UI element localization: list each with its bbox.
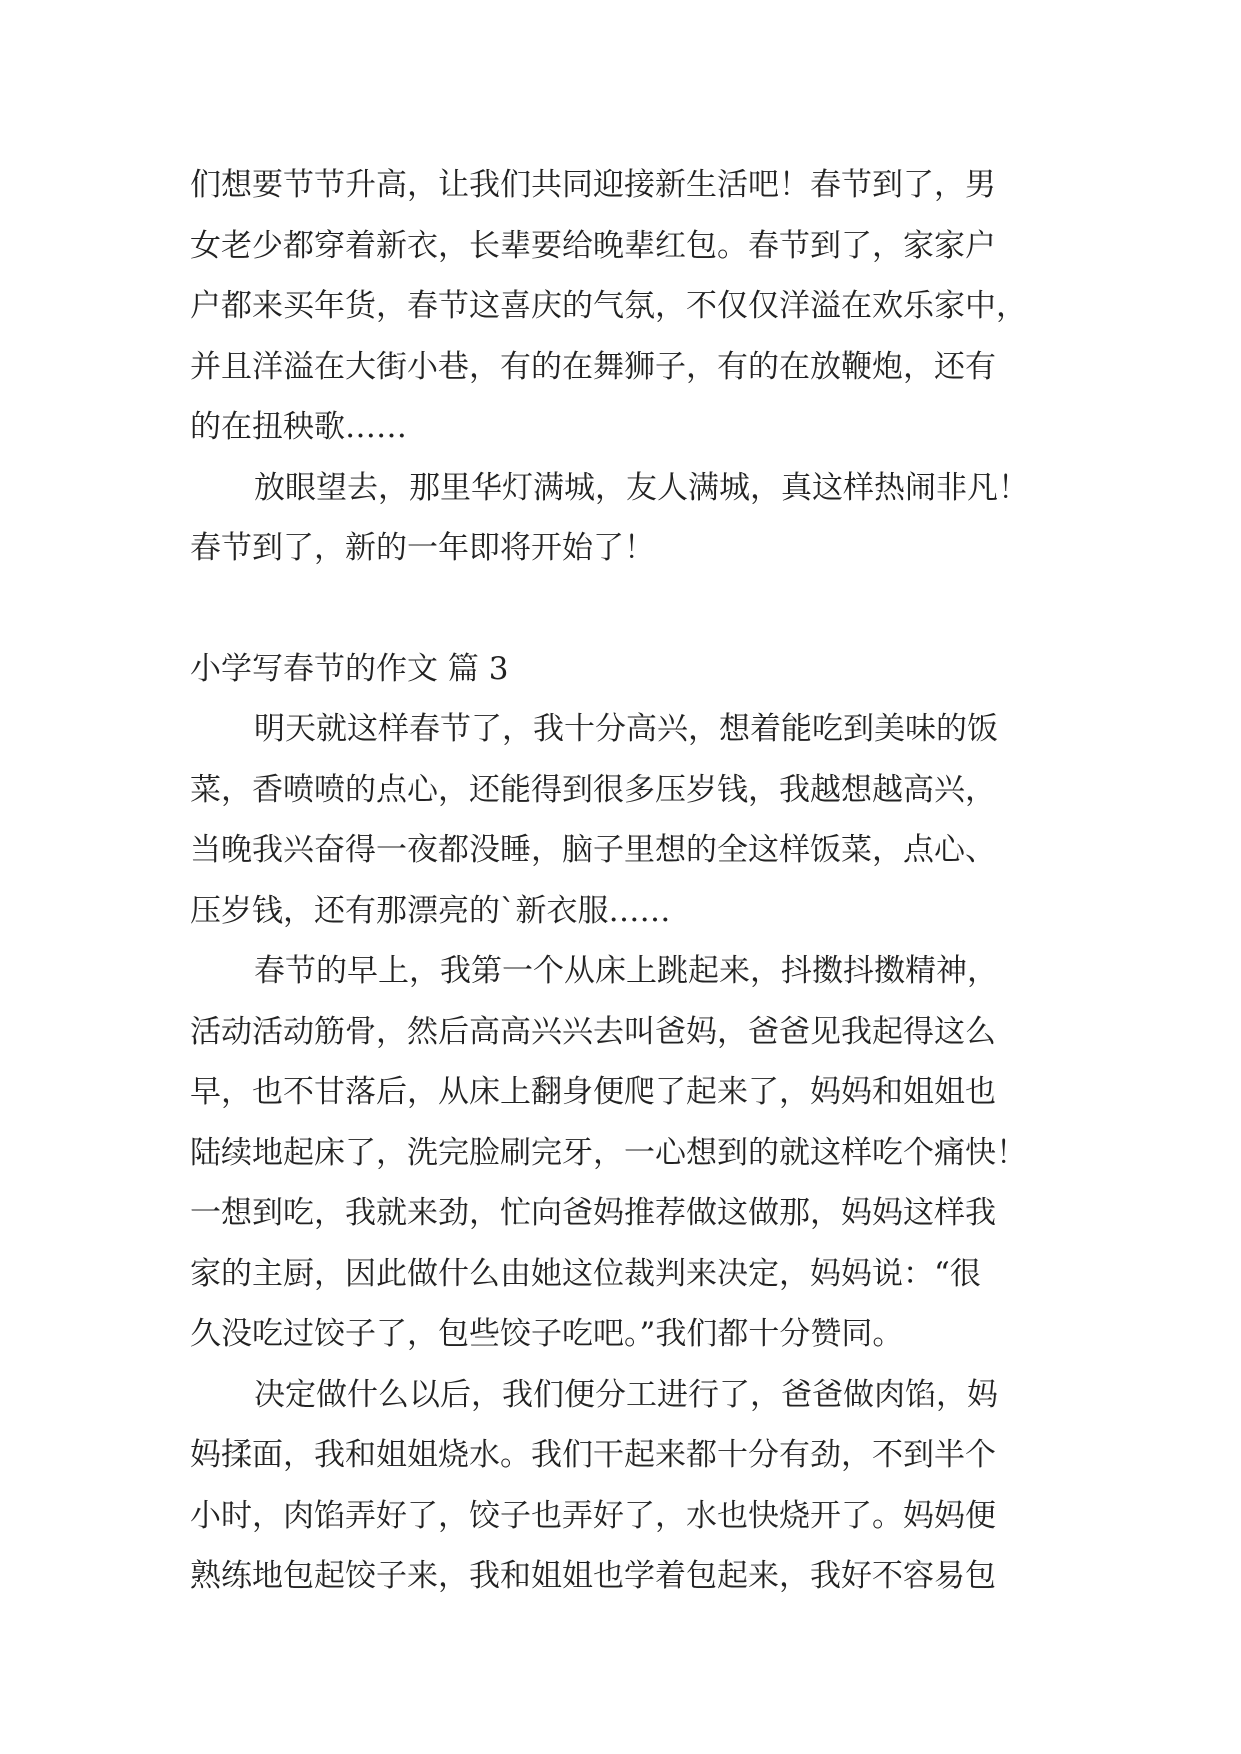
text-line: 妈揉面，我和姐姐烧水。我们干起来都十分有劲，不到半个 [190, 1437, 996, 1473]
text-line: 户都来买年货，春节这喜庆的气氛，不仅仅洋溢在欢乐家中， [190, 288, 1027, 324]
text-line: 并且洋溢在大街小巷，有的在舞狮子，有的在放鞭炮，还有 [190, 348, 996, 385]
text-line: 放眼望去，那里华灯满城，友人满城，真这样热闹非凡！ [254, 469, 1029, 506]
text-line: 家的主厨，因此做什么由她这位裁判来决定，妈妈说：“很 [190, 1255, 981, 1292]
text-line: 早，也不甘落后，从床上翻身便爬了起来了，妈妈和姐姐也 [190, 1074, 996, 1110]
text-line: 的在扭秧歌…… [190, 409, 407, 445]
text-line: 明天就这样春节了，我十分高兴，想着能吃到美味的饭 [254, 711, 998, 747]
text-line: 陆续地起床了，洗完脸刷完牙，一心想到的就这样吃个痛快！ [190, 1134, 1027, 1171]
text-line: 们想要节节升高，让我们共同迎接新生活吧！春节到了，男 [190, 167, 996, 203]
section-spacer [190, 579, 1060, 639]
text-line: 菜，香喷喷的点心，还能得到很多压岁钱，我越想越高兴， [190, 771, 996, 808]
text-line: 活动活动筋骨，然后高高兴兴去叫爸妈，爸爸见我起得这么 [190, 1013, 996, 1050]
text-line: 决定做什么以后，我们便分工进行了，爸爸做肉馅，妈 [254, 1376, 998, 1413]
paragraph [190, 941, 1060, 1365]
text-line: 春节到了，新的一年即将开始了！ [190, 530, 655, 566]
text-line: 一想到吃，我就来劲，忙向爸妈推荐做这做那，妈妈这样我 [190, 1195, 996, 1231]
paragraph [190, 1365, 1060, 1607]
text-line: 春节的早上，我第一个从床上跳起来，抖擞抖擞精神， [254, 953, 998, 989]
paragraph-continued [190, 155, 1060, 458]
text-line: 压岁钱，还有那漂亮的`新衣服…… [190, 892, 671, 929]
text-line: 小时，肉馅弄好了，饺子也弄好了，水也快烧开了。妈妈便 [190, 1497, 996, 1534]
document-body [190, 155, 1060, 1607]
paragraph [190, 699, 1060, 941]
heading-text: 小学写春节的作文 篇 3 [190, 650, 509, 687]
section-heading [190, 639, 1060, 700]
text-line: 当晚我兴奋得一夜都没睡，脑子里想的全这样饭菜，点心、 [190, 832, 996, 868]
paragraph [190, 458, 1060, 579]
text-line: 熟练地包起饺子来，我和姐姐也学着包起来，我好不容易包 [190, 1558, 996, 1594]
text-line: 久没吃过饺子了，包些饺子吃吧。”我们都十分赞同。 [190, 1316, 904, 1352]
text-line: 女老少都穿着新衣，长辈要给晚辈红包。春节到了，家家户 [190, 227, 996, 264]
